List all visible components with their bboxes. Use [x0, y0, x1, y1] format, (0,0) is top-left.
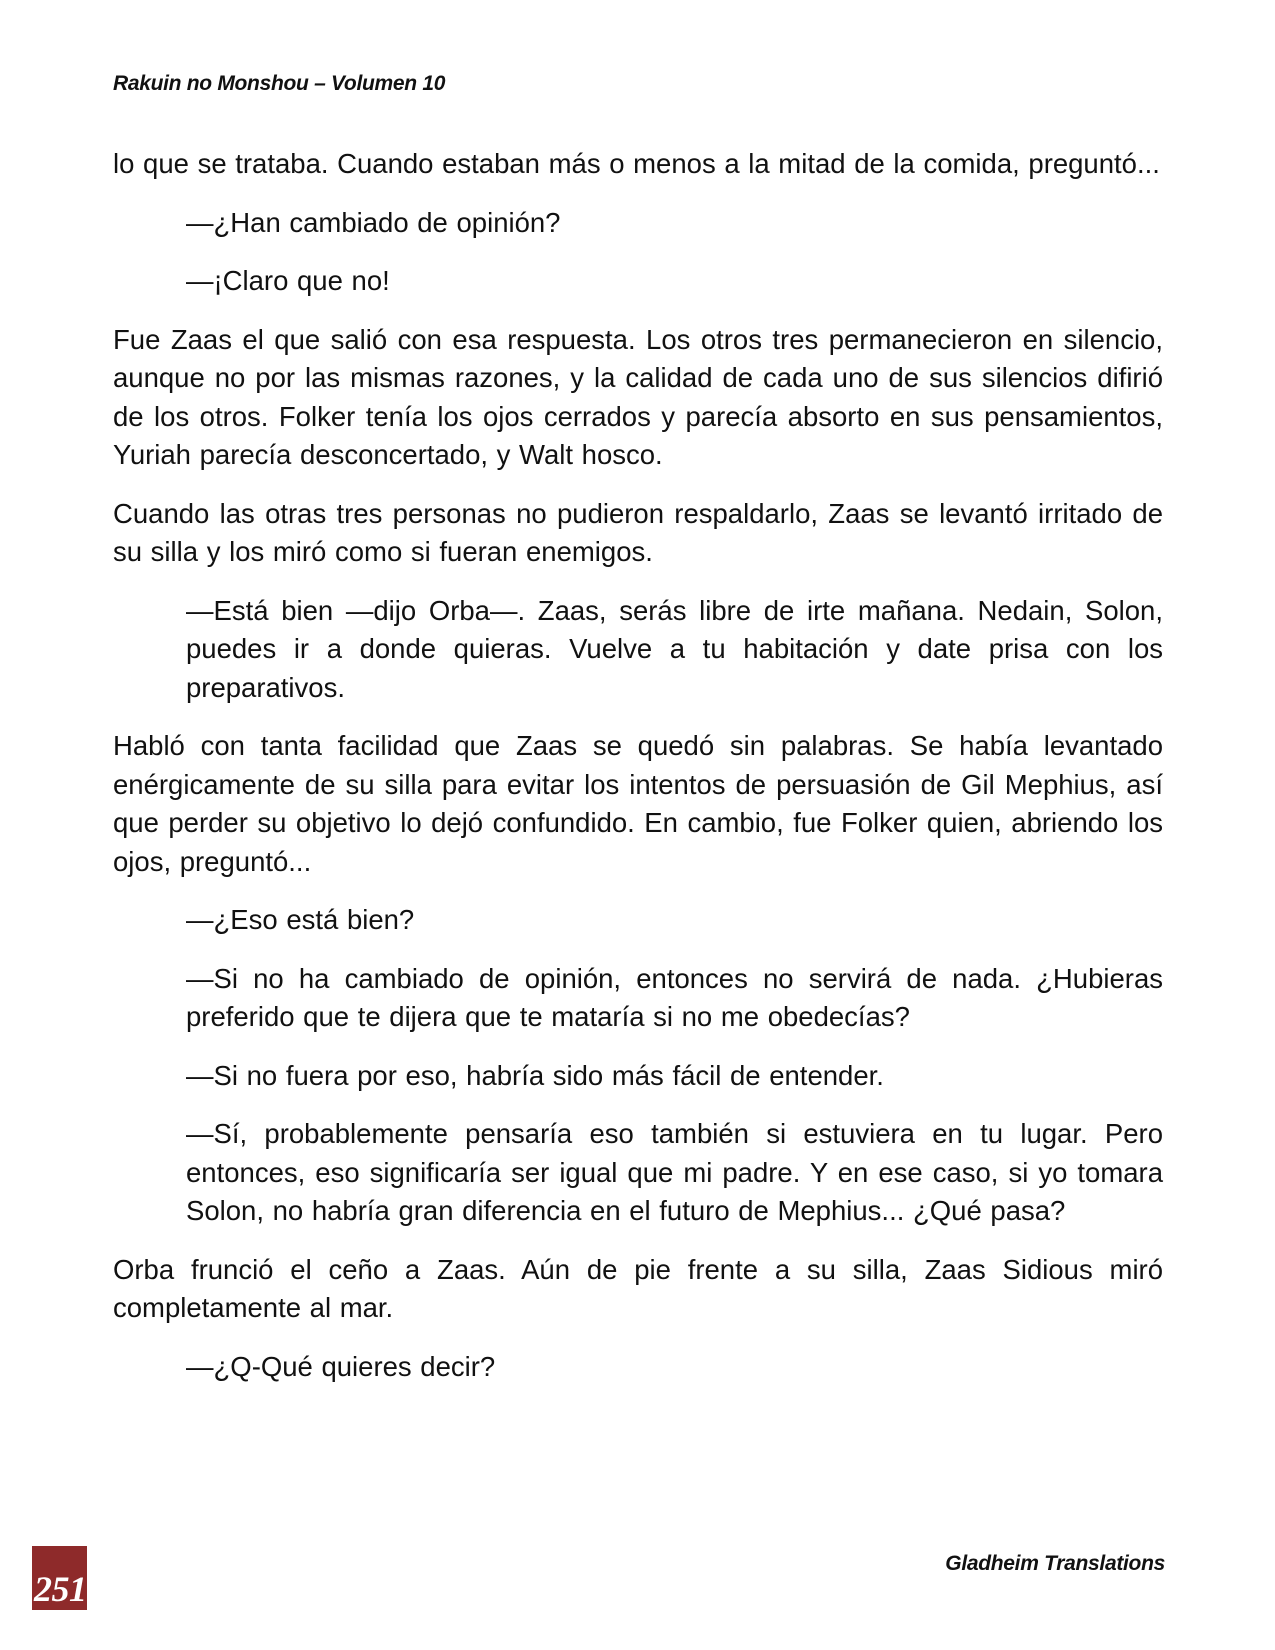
page-body	[113, 145, 1163, 1406]
footer-brand: Gladheim Translations	[945, 1552, 1165, 1575]
dialog-line: —¿Eso está bien?	[186, 904, 415, 935]
dialog-line: —Está bien —dijo Orba—. Zaas, serás libre de irte mañana. Nedain, Solon, puedes ir a donde quieras. Vuelve a tu habitación y date prisa con los preparativos.	[186, 594, 1163, 703]
dialog-line: —Sí, probablemente pensaría eso también si estuviera en tu lugar. Pero entonces, eso significaría ser igual que mi padre. Y en ese caso, si yo tomara Solon, no habría gran diferencia en el futuro de Mephius... ¿Qué pasa?	[186, 1118, 1163, 1226]
paragraph: Cuando las otras tres personas no pudieron respaldarlo, Zaas se levantó irritado de su silla y los miró como si fueran enemigos.	[113, 497, 1163, 567]
paragraph: Orba frunció el ceño a Zaas. Aún de pie frente a su silla, Zaas Sidious miró completamente al mar.	[113, 1253, 1163, 1323]
dialog-line: —Si no fuera por eso, habría sido más fácil de entender.	[186, 1059, 884, 1091]
page-number: 251	[34, 1569, 87, 1609]
dialog-line: —Si no ha cambiado de opinión, entonces no servirá de nada. ¿Hubieras preferido que te dijera que te mataría si no me obedecías?	[186, 962, 1163, 1032]
paragraph: lo que se trataba. Cuando estaban más o menos a la mitad de la comida, preguntó...	[113, 148, 1160, 179]
running-header: Rakuin no Monshou – Volumen 10	[113, 72, 446, 95]
dialog-line: —¡Claro que no!	[186, 265, 390, 296]
dialog-line: —¿Han cambiado de opinión?	[186, 206, 561, 238]
dialog-line: —¿Q-Qué quieres decir?	[186, 1350, 496, 1382]
paragraph: Habló con tanta facilidad que Zaas se quedó sin palabras. Se había levantado enérgicamente de su silla para evitar los intentos de persuasión de Gil Mephius, así que perder su objetivo lo dejó confundido. En cambio, fue Folker quien, abriendo los ojos, preguntó...	[113, 730, 1163, 877]
paragraph: Fue Zaas el que salió con esa respuesta. Los otros tres permanecieron en silencio, aunque no por las mismas razones, y la calidad de cada uno de sus silencios difirió de los otros. Folker tenía los ojos cerrados y parecía absorto en sus pensamientos, Yuriah parecía desconcertado, y Walt hosco.	[113, 323, 1163, 470]
